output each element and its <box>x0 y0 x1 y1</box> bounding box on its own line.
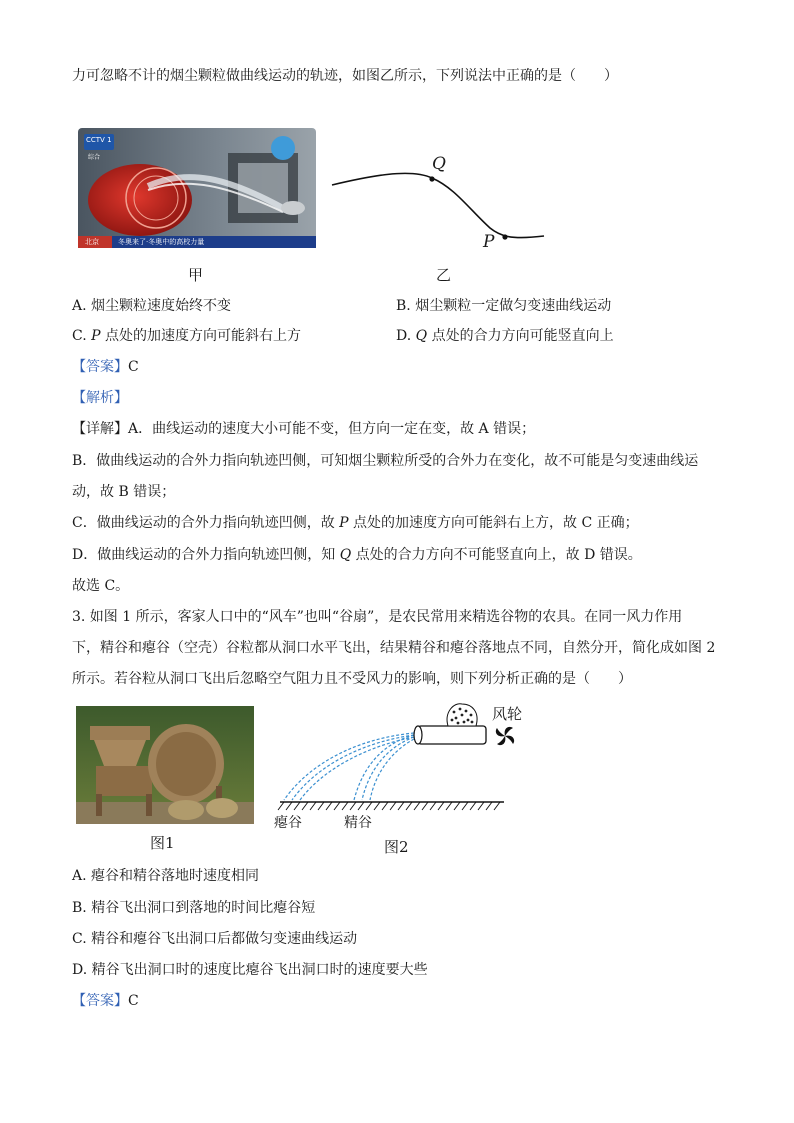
ticker-text: 冬奥来了·冬奥中的高校力量 <box>118 238 205 246</box>
q2-detail-b2: 动，故 B 错误； <box>72 484 176 500</box>
caption-yi: 乙 <box>436 266 452 284</box>
q2-detail-a: 【详解】A．曲线运动的速度大小可能不变，但方向一定在变，故 A 错误； <box>72 421 536 437</box>
q3-option-d: D. 精谷飞出洞口时的速度比瘪谷飞出洞口时的速度要大些 <box>72 962 428 978</box>
q3-option-a: A. 瘪谷和精谷落地时速度相同 <box>72 868 260 884</box>
point-q <box>429 176 434 181</box>
question-3-stem-line2: 下，精谷和瘪谷（空壳）谷粒都从洞口水平飞出，结果精谷和瘪谷落地点不同，自然分开，简化成如图 2 <box>72 640 716 656</box>
question-2-stem: 力可忽略不计的烟尘颗粒做曲线运动的轨迹，如图乙所示，下列说法中正确的是（ ） <box>72 68 618 84</box>
question-3-stem-line1: 3. 如图 1 所示，客家人口中的“风车”也叫“谷扇”，是农民常用来精选谷物的农具。在同一风力作用 <box>72 609 683 625</box>
caption-fig1: 图1 <box>150 834 175 852</box>
question-3-stem-line3: 所示。若谷粒从洞口飞出后忽略空气阻力且不受风力的影响，则下列分析正确的是（ ） <box>72 671 632 687</box>
q3-answer: 【答案】C <box>72 993 139 1009</box>
q2-detail-d: D．做曲线运动的合外力指向轨迹凹侧，知 Q 点处的合力方向不可能竖直向上，故 D 错误。 <box>72 547 642 563</box>
label-wind-wheel: 风轮 <box>492 705 523 723</box>
label-empty-grain: 瘪谷 <box>274 815 302 831</box>
winnower-photo <box>76 706 254 824</box>
smoke-photo <box>78 128 316 248</box>
q3-option-c: C. 精谷和瘪谷飞出洞口后都做匀变速曲线运动 <box>72 931 358 947</box>
cctv-logo-sub: 综合 <box>88 154 101 161</box>
caption-fig2: 图2 <box>384 838 409 856</box>
q3-option-b: B. 精谷飞出洞口到落地的时间比瘪谷短 <box>72 900 316 916</box>
winnower-diagram <box>272 700 532 832</box>
q2-option-d: D. Q 点处的合力方向可能竖直向上 <box>396 328 614 344</box>
cctv-logo: CCTV 1 <box>86 136 112 144</box>
trajectory-diagram <box>330 150 550 260</box>
label-q: Q <box>432 154 446 174</box>
point-p <box>502 234 507 239</box>
q2-detail-b1: B．做曲线运动的合外力指向轨迹凹侧，可知烟尘颗粒所受的合外力在变化，故不可能是匀变速曲线运 <box>72 453 699 469</box>
fan-wheel-icon <box>496 727 514 745</box>
q2-option-b: B. 烟尘颗粒一定做匀变速曲线运动 <box>396 298 612 314</box>
trajectory-curve <box>332 173 544 237</box>
q2-option-c: C. P 点处的加速度方向可能斜右上方 <box>72 328 301 344</box>
ticker-city: 北京 <box>85 238 99 246</box>
q2-analysis-label: 【解析】 <box>72 390 128 406</box>
label-p: P <box>483 232 495 252</box>
label-full-grain: 精谷 <box>344 815 372 831</box>
q2-detail-c: C．做曲线运动的合外力指向轨迹凹侧，故 P 点处的加速度方向可能斜右上方，故 C 正确； <box>72 515 639 531</box>
q2-conclusion: 故选 C。 <box>72 578 130 594</box>
caption-jia: 甲 <box>188 266 204 284</box>
outlet-tube <box>418 726 486 744</box>
q2-answer: 【答案】C <box>72 359 139 375</box>
q2-option-a: A. 烟尘颗粒速度始终不变 <box>72 298 232 314</box>
